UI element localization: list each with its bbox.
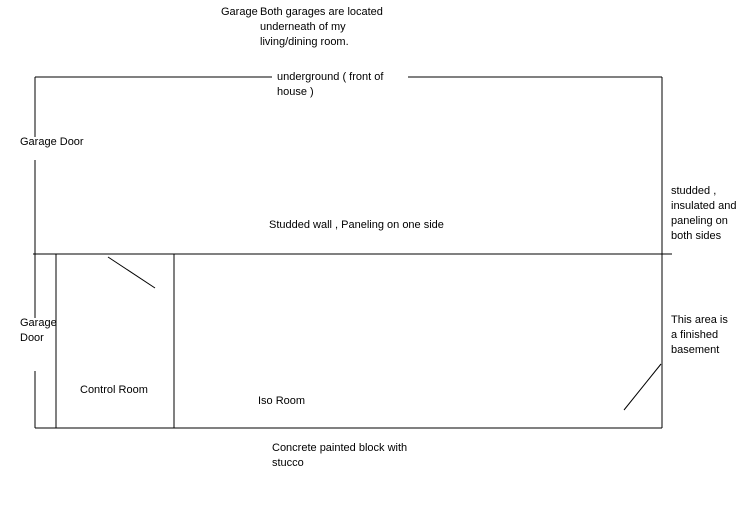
garage-note-label: Both garages are located underneath of my living/dining room.	[260, 6, 383, 48]
control-room-label: Control Room	[80, 384, 148, 396]
garage-door-bottom-label: Garage Door	[20, 317, 57, 344]
garage-title-label: Garage	[221, 6, 258, 18]
underground-label: underground ( front of house )	[277, 71, 384, 98]
garage-door-top-label: Garage Door	[20, 136, 84, 148]
studded-right-label: studded , insulated and paneling on both sides	[671, 185, 737, 242]
studded-wall-label: Studded wall , Paneling on one side	[269, 219, 444, 231]
control-room-door-swing	[108, 257, 155, 288]
iso-room-label: Iso Room	[258, 395, 306, 407]
finished-basement-label: This area is a finished basement	[671, 314, 728, 356]
basement-door-swing	[624, 364, 661, 410]
concrete-label: Concrete painted block with stucco	[272, 442, 408, 469]
